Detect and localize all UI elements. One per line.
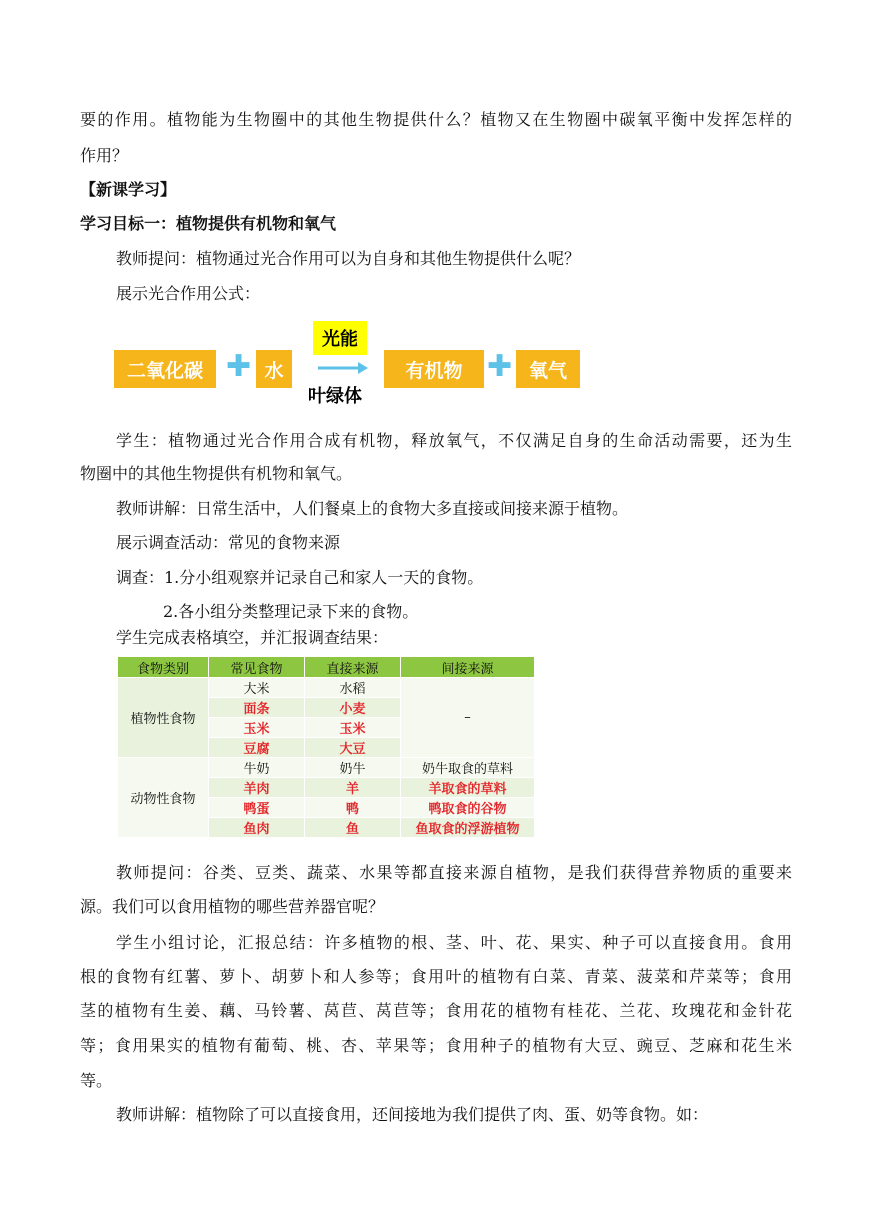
reactant-water: 水	[256, 350, 292, 388]
food-cell: 牛奶	[209, 758, 305, 778]
student-answer-line-1: 学生：植物通过光合作用合成有机物，释放氧气，不仅满足自身的生命活动需要，还为生	[116, 431, 792, 450]
teacher-question-1: 教师提问：植物通过光合作用可以为自身和其他生物提供什么呢？	[116, 249, 581, 268]
survey-step-2: 2.各小组分类整理记录下来的食物。	[163, 602, 419, 621]
table-header-row	[118, 657, 535, 678]
table-row	[118, 758, 535, 778]
category-animal: 动物性食物	[118, 758, 209, 838]
food-cell: 玉米	[209, 718, 305, 738]
table-header: 食物类别	[118, 657, 209, 678]
direct-source-cell: 水稻	[305, 678, 401, 698]
category-plant: 植物性食物	[118, 678, 209, 758]
student-discussion-line-5: 等。	[80, 1071, 113, 1090]
survey-step-1: 调查：1.分小组观察并记录自己和家人一天的食物。	[116, 568, 484, 587]
indirect-source-cell: 奶牛取食的草料	[401, 758, 535, 778]
direct-source-cell: 鸭	[305, 798, 401, 818]
condition-label: 叶绿体	[308, 386, 362, 407]
student-discussion-line-4: 等；食用果实的植物有葡萄、桃、杏、苹果等；食用种子的植物有大豆、豌豆、芝麻和花生米	[80, 1036, 792, 1055]
food-cell: 羊肉	[209, 778, 305, 798]
teacher-question-2-line-1: 教师提问：谷类、豆类、蔬菜、水果等都直接来源自植物，是我们获得营养物质的重要来	[116, 863, 792, 882]
indirect-source-cell: 羊取食的草料	[401, 778, 535, 798]
teacher-question-2-line-2: 源。我们可以食用植物的哪些营养器官呢？	[80, 897, 385, 916]
plus-icon: ✚	[487, 349, 513, 384]
student-discussion-line-1: 学生小组讨论，汇报总结：许多植物的根、茎、叶、花、果实、种子可以直接食用。食用	[116, 933, 792, 952]
plus-icon: ✚	[226, 349, 252, 384]
student-fill-text: 学生完成表格填空，并汇报调查结果：	[116, 628, 389, 647]
teacher-explain-2: 教师讲解：植物除了可以直接食用，还间接地为我们提供了肉、蛋、奶等食物。如：	[116, 1105, 709, 1124]
show-formula-text: 展示光合作用公式：	[116, 284, 261, 303]
table-header: 常见食物	[209, 657, 305, 678]
table-header: 直接来源	[305, 657, 401, 678]
food-cell: 面条	[209, 698, 305, 718]
food-cell: 豆腐	[209, 738, 305, 758]
direct-source-cell: 小麦	[305, 698, 401, 718]
direct-source-cell: 玉米	[305, 718, 401, 738]
student-discussion-line-3: 茎的植物有生姜、藕、马铃薯、莴苣、莴苣等；食用花的植物有桂花、兰花、玫瑰花和金针花	[80, 1001, 792, 1020]
food-cell: 鸭蛋	[209, 798, 305, 818]
food-source-table	[117, 656, 535, 838]
direct-source-cell: 奶牛	[305, 758, 401, 778]
energy-label: 光能	[313, 321, 367, 355]
food-cell: 大米	[209, 678, 305, 698]
table-row	[118, 678, 535, 698]
indirect-source-cell: 鱼取食的浮游植物	[401, 818, 535, 838]
student-answer-line-2: 物圈中的其他生物提供有机物和氧气。	[80, 464, 353, 483]
product-organic-matter: 有机物	[384, 350, 484, 388]
indirect-source-cell: 鸭取食的谷物	[401, 798, 535, 818]
goal-title: 学习目标一：植物提供有机物和氧气	[80, 214, 337, 233]
product-oxygen: 氧气	[516, 350, 580, 388]
indirect-source-cell: –	[401, 678, 535, 758]
arrow-right-icon	[316, 358, 368, 378]
reactant-carbon-dioxide: 二氧化碳	[114, 350, 216, 388]
student-discussion-line-2: 根的食物有红薯、萝卜、胡萝卜和人参等；食用叶的植物有白菜、青菜、菠菜和芹菜等；食用	[80, 967, 792, 986]
direct-source-cell: 羊	[305, 778, 401, 798]
direct-source-cell: 鱼	[305, 818, 401, 838]
direct-source-cell: 大豆	[305, 738, 401, 758]
intro-line-1: 要的作用。植物能为生物圈中的其他生物提供什么？植物又在生物圈中碳氧平衡中发挥怎样的	[80, 110, 792, 129]
intro-line-2: 作用？	[80, 146, 129, 165]
section-title: 【新课学习】	[80, 180, 177, 199]
table-header: 间接来源	[401, 657, 535, 678]
show-survey-text: 展示调查活动：常见的食物来源	[116, 533, 341, 552]
food-cell: 鱼肉	[209, 818, 305, 838]
teacher-explain-1: 教师讲解：日常生活中，人们餐桌上的食物大多直接或间接来源于植物。	[116, 499, 629, 518]
